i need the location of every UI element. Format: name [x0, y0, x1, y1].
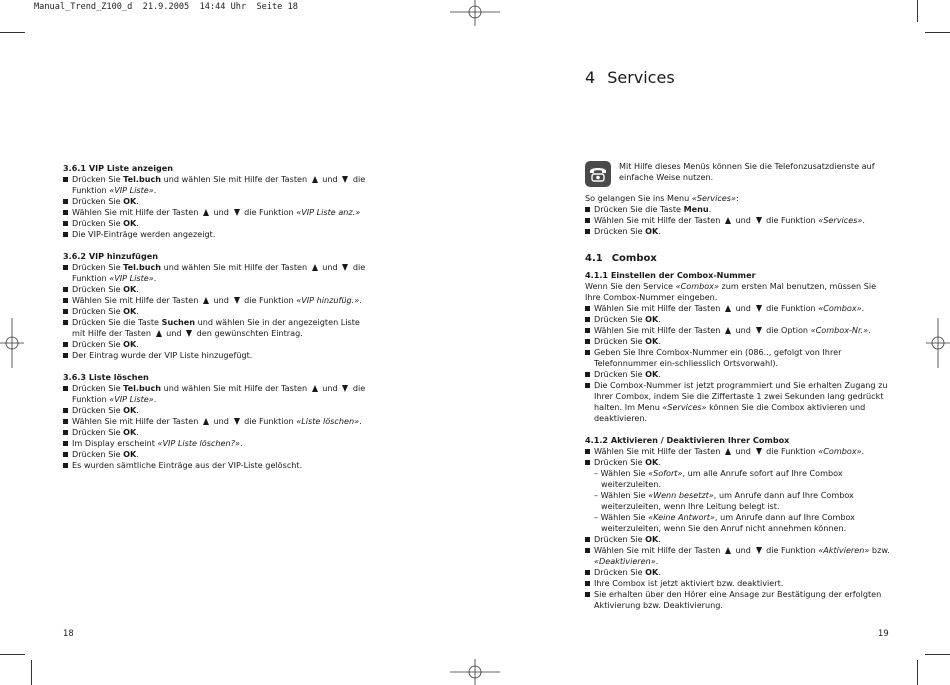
right-page-content: [585, 161, 890, 622]
step-item: Die VIP-Einträge werden angezeigt.: [63, 229, 373, 240]
step-item: – Wählen Sie «Sofort», um alle Anrufe sofort auf Ihre Combox weiterzuleiten.: [594, 468, 843, 489]
bullet-square: [585, 372, 590, 377]
bullet-square: [63, 463, 68, 468]
section-heading-combox: [585, 253, 890, 264]
step-item: Drücken Sie OK.: [585, 567, 890, 578]
bullet-square: [585, 328, 590, 333]
registration-mark-right: [926, 318, 950, 368]
bullet-square: [63, 199, 68, 204]
step-item: Drücken Sie OK.: [63, 405, 373, 416]
step-item: Es wurden sämtliche Einträge aus der VIP-Liste gelöscht.: [63, 460, 373, 471]
step-item: Drücken Sie OK.: [585, 336, 890, 347]
step-item: Drücken Sie Tel.buch und wählen Sie mit Hilfe der Tasten und die Funktion «VIP Liste».: [63, 383, 373, 405]
crop-mark-bottom-right-h: [925, 654, 950, 655]
bullet-square: [585, 537, 590, 542]
step-item: Drücken Sie OK.: [585, 226, 890, 237]
bullet-square: [585, 350, 590, 355]
crop-mark-bottom-right-v: [917, 660, 918, 685]
crop-mark-top-left-h: [0, 32, 25, 33]
step-item: Drücken Sie OK.: [63, 306, 373, 317]
phone-icon: [585, 161, 611, 187]
bullet-square: [63, 265, 68, 270]
bullet-square: [63, 221, 68, 226]
bullet-square: [63, 320, 68, 325]
intro-text: Mit Hilfe dieses Menüs können Sie die Telefonzusatzdienste auf einfache Weise nutzen.: [619, 161, 875, 182]
subsection-title: 3.6.3 Liste löschen: [63, 372, 149, 382]
step-list: [585, 446, 890, 611]
bullet-square: [63, 177, 68, 182]
crop-mark-bottom-left-h: [0, 654, 25, 655]
bullet-square: [63, 298, 68, 303]
bullet-square: [585, 460, 590, 465]
bullet-square: [585, 306, 590, 311]
chapter-number: 4: [585, 68, 596, 87]
step-item: Wählen Sie mit Hilfe der Tasten und die Option «Combox-Nr.».: [585, 325, 890, 336]
right-page-number: 19: [878, 628, 889, 638]
step-item: Drücken Sie Tel.buch und wählen Sie mit Hilfe der Tasten und die Funktion «VIP Liste».: [63, 262, 373, 284]
step-item: Geben Sie Ihre Combox-Nummer ein (086.., gefolgt von Ihrer Telefonnummer ein-schliesslich Ortsvorwahl).: [585, 347, 890, 369]
step-item: Drücken Sie OK.: [63, 284, 373, 295]
access-text: So gelangen Sie ins Menu «Services»:: [585, 193, 739, 203]
registration-mark-left: [0, 318, 24, 368]
step-item: Drücken Sie OK.: [63, 339, 373, 350]
bullet-square: [585, 383, 590, 388]
step-item: Drücken Sie die Taste Suchen und wählen Sie in der angezeigten Liste mit Hilfe der Tasten und den gewünschten Eintrag.: [63, 317, 373, 339]
bullet-square: [63, 386, 68, 391]
crop-mark-top-right-h: [925, 32, 950, 33]
step-item: Drücken Sie OK.: [585, 534, 890, 545]
bullet-square: [585, 218, 590, 223]
bullet-square: [585, 317, 590, 322]
subsection: [63, 163, 373, 240]
bullet-square: [63, 430, 68, 435]
chapter-title: Services: [607, 68, 675, 87]
subsection: [63, 372, 373, 471]
bullet-square: [585, 581, 590, 586]
bullet-square: [585, 339, 590, 344]
step-item: Sie erhalten über den Hörer eine Ansage zur Bestätigung der erfolgten Aktivierung bzw. Deaktivierung.: [585, 589, 890, 611]
bullet-square: [63, 232, 68, 237]
subsection-title: 3.6.2 VIP hinzufügen: [63, 251, 158, 261]
bullet-square: [63, 353, 68, 358]
bullet-square: [585, 570, 590, 575]
crop-mark-top-right-v: [917, 0, 918, 22]
bullet-square: [63, 452, 68, 457]
bullet-square: [63, 309, 68, 314]
step-item: – Wählen Sie «Wenn besetzt», um Anrufe dann auf Ihre Combox weiterzuleiten, wenn Ihre Leitung belegt ist.: [594, 490, 854, 511]
step-item: Drücken Sie OK.: [63, 427, 373, 438]
bullet-square: [63, 210, 68, 215]
bullet-square: [63, 342, 68, 347]
subsection: [585, 270, 890, 424]
bullet-square: [585, 229, 590, 234]
registration-mark-top: [450, 0, 500, 26]
subsection: [585, 435, 890, 611]
subsection-text: Wenn Sie den Service «Combox» zum ersten Mal benutzen, müssen Sie Ihre Combox-Nummer eingeben.: [585, 281, 877, 302]
step-item: Drücken Sie OK.: [585, 369, 890, 380]
bullet-square: [63, 419, 68, 424]
print-slug-header: Manual_Trend_Z100_d 21.9.2005 14:44 Uhr Seite 18: [34, 2, 298, 12]
subsection-title: 4.1.1 Einstellen der Combox-Nummer: [585, 270, 756, 280]
step-item: – Wählen Sie «Keine Antwort», um Anrufe dann auf Ihre Combox weiterzuleiten, wenn Sie den Anruf nicht annehmen können.: [594, 512, 855, 533]
step-item: Drücken Sie die Taste Menu.: [585, 204, 890, 215]
step-list: [63, 174, 373, 240]
subsection: [63, 251, 373, 361]
chapter-heading: [585, 68, 675, 87]
bullet-square: [585, 449, 590, 454]
bullet-square: [63, 287, 68, 292]
subsection-title: 4.1.2 Aktivieren / Deaktivieren Ihrer Combox: [585, 435, 790, 445]
registration-mark-bottom: [450, 659, 500, 685]
step-list: [63, 383, 373, 471]
access-steps: [585, 204, 890, 237]
step-item: Wählen Sie mit Hilfe der Tasten und die Funktion «Aktivieren» bzw. «Deaktivieren».: [585, 545, 890, 567]
left-page-content: [63, 163, 373, 482]
step-item: Drücken Sie OK.: [585, 457, 890, 468]
bullet-square: [585, 592, 590, 597]
bullet-square: [585, 548, 590, 553]
left-page-number: 18: [63, 628, 74, 638]
step-item: Wählen Sie mit Hilfe der Tasten und die Funktion «Services».: [585, 215, 890, 226]
step-item: Drücken Sie OK.: [63, 449, 373, 460]
bullet-square: [585, 207, 590, 212]
step-item: Wählen Sie mit Hilfe der Tasten und die Funktion «Combox».: [585, 303, 890, 314]
intro-row: [585, 161, 890, 187]
step-list: [63, 262, 373, 361]
combox-subsections: [585, 270, 890, 611]
step-item: Im Display erscheint «VIP Liste löschen?».: [63, 438, 373, 449]
crop-mark-bottom-left-v: [31, 660, 32, 685]
step-item: Wählen Sie mit Hilfe der Tasten und die Funktion «VIP hinzufüg.».: [63, 295, 373, 306]
step-item: Wählen Sie mit Hilfe der Tasten und die Funktion «Liste löschen».: [63, 416, 373, 427]
step-item: Drücken Sie OK.: [63, 218, 373, 229]
section-number: 4.1: [585, 253, 603, 264]
step-item: Der Eintrag wurde der VIP Liste hinzugefügt.: [63, 350, 373, 361]
step-item: Ihre Combox ist jetzt aktiviert bzw. deaktiviert.: [585, 578, 890, 589]
step-item: Wählen Sie mit Hilfe der Tasten und die Funktion «VIP Liste anz.»: [63, 207, 373, 218]
step-item: Drücken Sie OK.: [585, 314, 890, 325]
bullet-square: [63, 441, 68, 446]
section-title: Combox: [611, 253, 657, 264]
subsection-title: 3.6.1 VIP Liste anzeigen: [63, 163, 174, 173]
bullet-square: [63, 408, 68, 413]
step-item: Drücken Sie Tel.buch und wählen Sie mit Hilfe der Tasten und die Funktion «VIP Liste».: [63, 174, 373, 196]
step-item: Die Combox-Nummer ist jetzt programmiert und Sie erhalten Zugang zu Ihrer Combox, indem Sie die Ziffertaste 1 zwei Sekunden lang gedrückt halten. Im Menu «Services» können Sie die Combox aktivieren und deaktivieren.: [585, 380, 890, 424]
step-item: Wählen Sie mit Hilfe der Tasten und die Funktion «Combox».: [585, 446, 890, 457]
step-item: Drücken Sie OK.: [63, 196, 373, 207]
step-list: [585, 303, 890, 424]
